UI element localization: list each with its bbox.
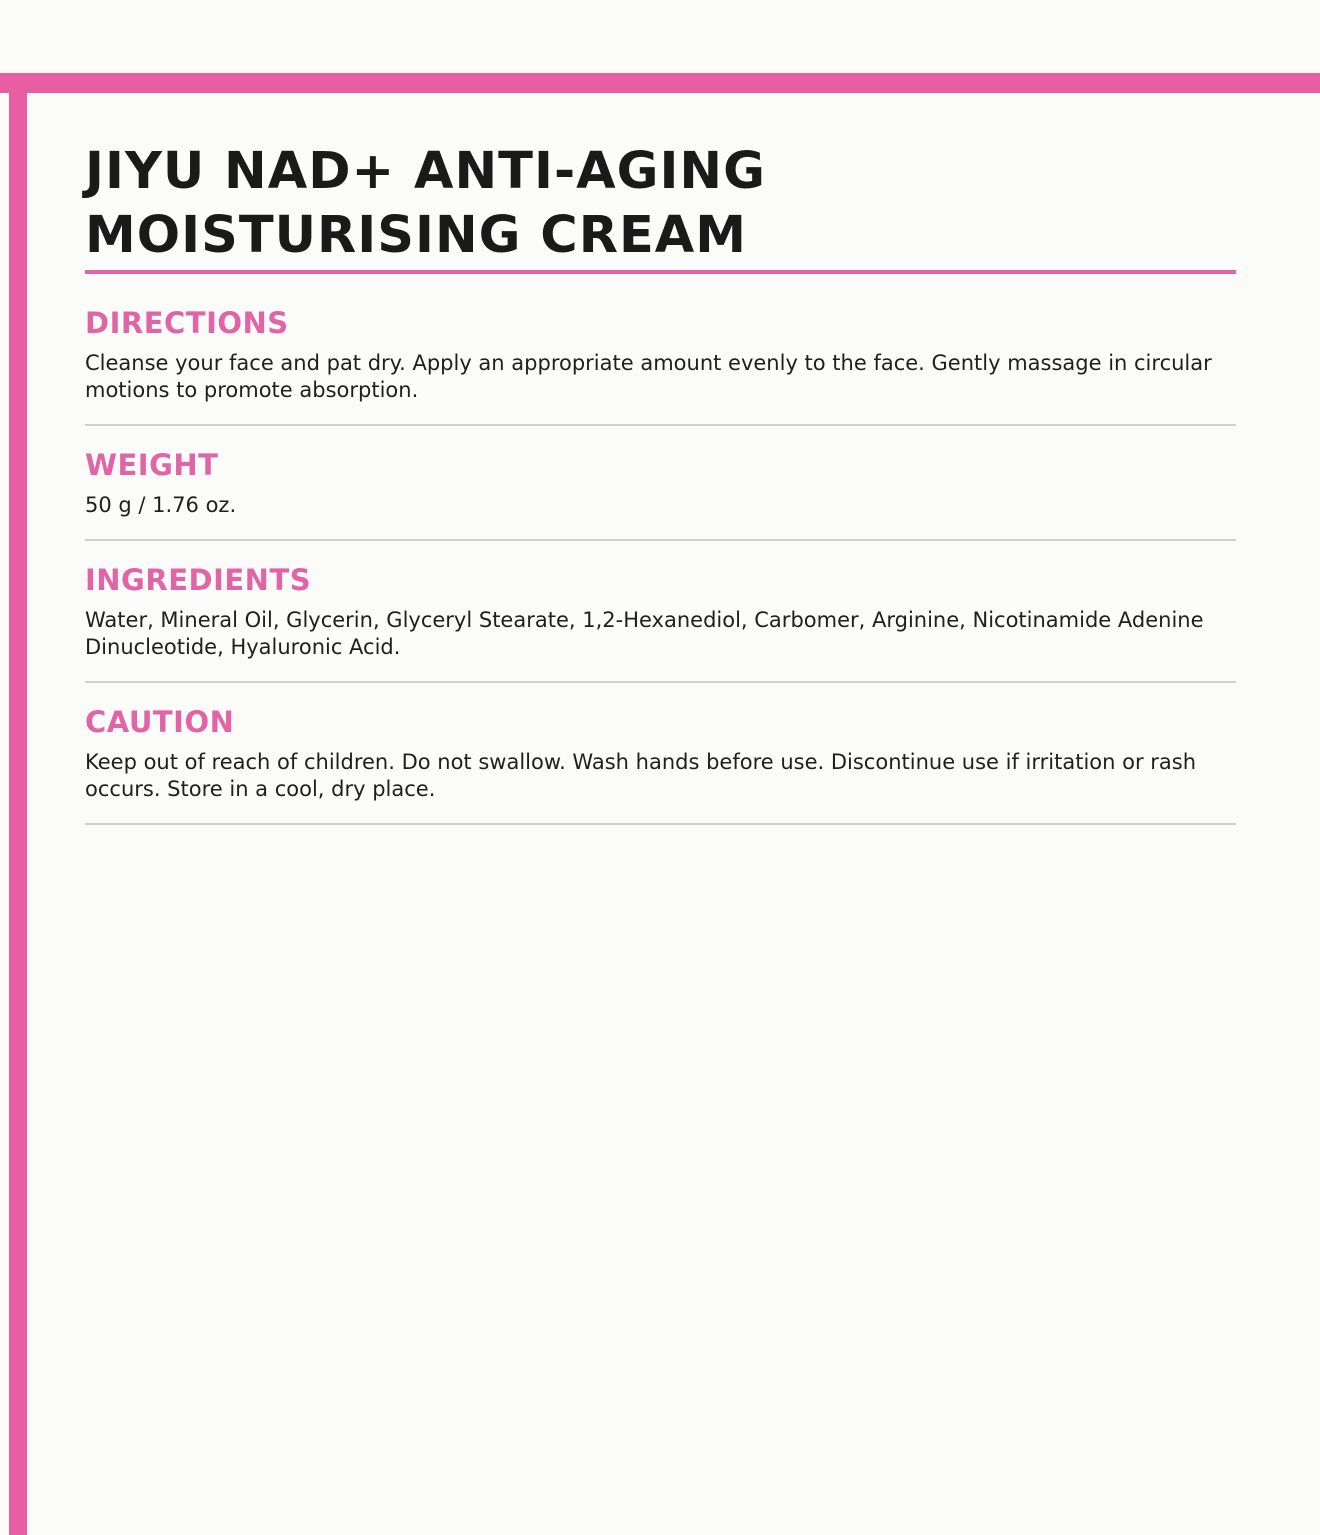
- product-title: [85, 140, 1236, 268]
- section-caution: [85, 683, 1236, 825]
- section-heading-ingredients: INGREDIENTS: [85, 563, 312, 597]
- left-accent-bar: [9, 93, 27, 1535]
- section-heading-directions: DIRECTIONS: [85, 306, 289, 340]
- section-heading-caution: CAUTION: [85, 705, 235, 739]
- label-content: [85, 140, 1236, 825]
- section-body-caution: Keep out of reach of children. Do not swallow. Wash hands before use. Discontinue use if irritation or rash occurs. Store in a cool, dry place.: [85, 750, 1197, 801]
- section-directions: [85, 274, 1236, 426]
- top-margin: [0, 0, 1320, 73]
- product-title-line-1: JIYU NAD+ ANTI-AGING: [85, 142, 766, 201]
- section-body-ingredients: Water, Mineral Oil, Glycerin, Glyceryl Stearate, 1,2-Hexanediol, Carbomer, Arginine, Nicotinamide Adenine Dinucleotide, Hyaluronic Acid.: [85, 608, 1204, 659]
- product-title-line-2: MOISTURISING CREAM: [85, 206, 748, 265]
- section-ingredients: [85, 541, 1236, 683]
- section-heading-weight: WEIGHT: [85, 448, 219, 482]
- top-accent-bar: [0, 73, 1320, 93]
- section-weight: [85, 426, 1236, 541]
- section-body-weight: 50 g / 1.76 oz.: [85, 493, 237, 517]
- section-body-directions: Cleanse your face and pat dry. Apply an appropriate amount evenly to the face. Gently massage in circular motions to promote absorption.: [85, 351, 1212, 402]
